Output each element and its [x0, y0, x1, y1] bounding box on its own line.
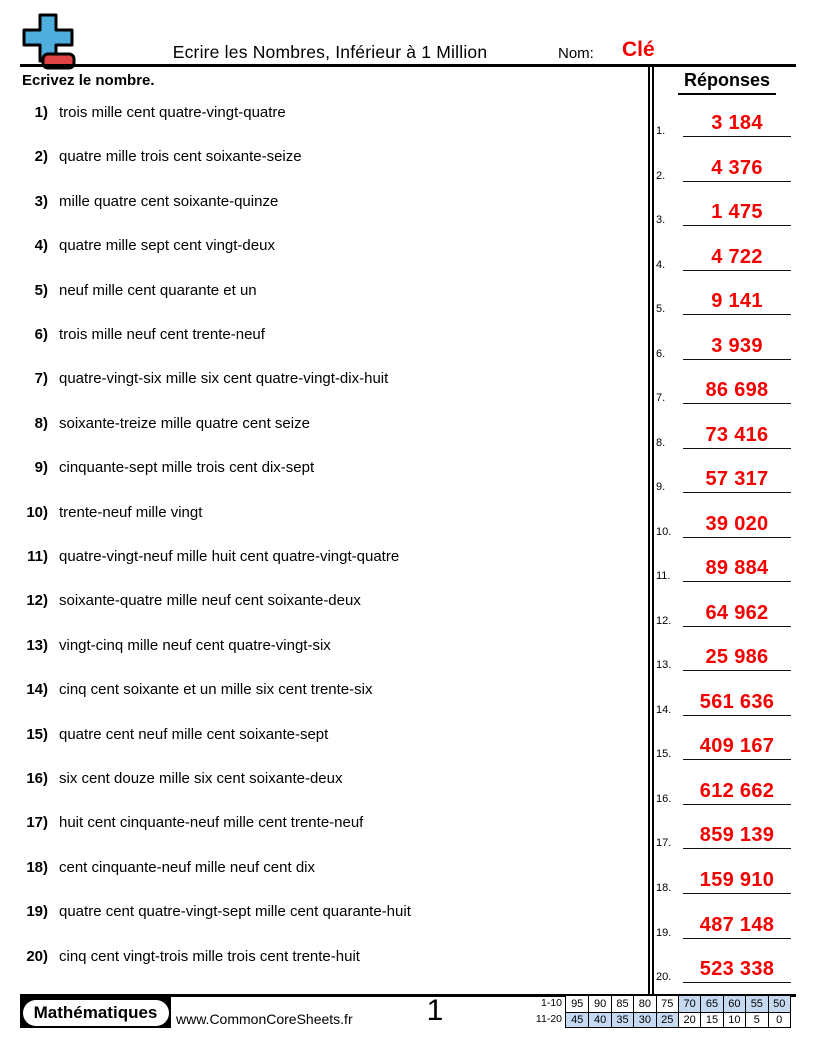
- answer-blank-line: [683, 759, 791, 760]
- name-label: Nom:: [558, 45, 594, 62]
- answer-number: 1.: [656, 125, 666, 137]
- page-number: 1: [426, 994, 444, 1027]
- answer-blank-line: [683, 359, 791, 360]
- column-divider: [648, 66, 654, 994]
- answer-value: 25 986: [705, 646, 769, 669]
- answer-row: [655, 867, 793, 894]
- answer-blank-line: [683, 982, 791, 983]
- question-row: [8, 503, 628, 522]
- page-title: Ecrire les Nombres, Inférieur à 1 Million: [172, 42, 488, 62]
- answer-blank-line: [683, 403, 791, 404]
- score-cell: 5: [745, 1012, 767, 1028]
- plus-minus-logo: [22, 13, 76, 71]
- answer-number: 15.: [656, 748, 672, 761]
- question-row: [8, 103, 628, 122]
- answer-blank-line: [683, 492, 791, 493]
- score-cell: 10: [723, 1012, 745, 1028]
- answer-number: 12.: [656, 614, 672, 627]
- subject-badge-label: Mathématiques: [23, 1000, 169, 1026]
- answer-blank-line: [683, 670, 791, 671]
- question-number: 16): [26, 770, 48, 787]
- answers-header-text: Réponses: [678, 70, 776, 95]
- question-text: quatre-vingt-six mille six cent quatre-vingt-dix-huit: [59, 370, 389, 388]
- question-row: [8, 547, 628, 566]
- question-text: quatre mille sept cent vingt-deux: [59, 237, 275, 255]
- answer-row: [655, 466, 793, 493]
- question-text: quatre cent quatre-vingt-sept mille cent quarante-huit: [59, 903, 411, 921]
- subject-badge: [20, 997, 171, 1028]
- question-number: 18): [26, 858, 48, 876]
- question-number: 13): [26, 636, 48, 654]
- answer-number: 20.: [656, 971, 672, 984]
- answer-blank-line: [683, 938, 791, 939]
- question-text: trois mille cent quatre-vingt-quatre: [59, 104, 286, 121]
- answer-row: [655, 778, 793, 805]
- score-cell: 70: [678, 996, 700, 1012]
- answer-blank-line: [683, 804, 791, 805]
- question-number: 6): [34, 326, 48, 343]
- answers-header: [658, 70, 796, 95]
- answer-number: 11.: [656, 570, 671, 583]
- answer-row: [655, 422, 793, 449]
- score-cell: 60: [723, 996, 745, 1012]
- score-cell: 0: [768, 1012, 790, 1028]
- question-text: vingt-cinq mille neuf cent quatre-vingt-six: [59, 636, 331, 654]
- instructions: Ecrivez le nombre.: [22, 72, 155, 89]
- answer-row: [655, 377, 793, 404]
- question-text: trois mille neuf cent trente-neuf: [59, 326, 265, 343]
- answer-value: 561 636: [699, 690, 775, 713]
- answer-blank-line: [683, 225, 791, 226]
- question-row: [8, 414, 628, 433]
- answer-key-label: Clé: [622, 38, 655, 61]
- answer-number: 7.: [656, 392, 666, 405]
- answer-number: 19.: [656, 926, 672, 939]
- answer-row: [655, 956, 793, 983]
- question-row: [8, 369, 628, 388]
- score-cell: 40: [588, 1012, 610, 1028]
- question-number: 9): [34, 459, 48, 477]
- answer-row: [655, 199, 793, 226]
- answer-row: [655, 689, 793, 716]
- answer-value: 73 416: [705, 423, 769, 446]
- score-row-label-1: 1-10: [540, 997, 562, 1009]
- answer-row: [655, 288, 793, 315]
- header-rule: [20, 64, 796, 67]
- score-cell: 85: [611, 996, 633, 1012]
- question-number: 4): [34, 237, 48, 255]
- question-number: 3): [34, 192, 48, 210]
- answer-number: 5.: [656, 303, 666, 316]
- question-row: [8, 858, 628, 877]
- question-number: 7): [34, 370, 48, 388]
- score-cell: 80: [633, 996, 655, 1012]
- question-text: cent cinquante-neuf mille neuf cent dix: [59, 858, 315, 876]
- answer-blank-line: [683, 848, 791, 849]
- score-cell: 55: [745, 996, 767, 1012]
- answer-row: [655, 555, 793, 582]
- question-row: [8, 591, 628, 610]
- answer-value: 86 698: [705, 379, 769, 402]
- answer-number: 14.: [656, 703, 672, 716]
- answer-blank-line: [683, 581, 791, 582]
- question-number: 5): [34, 281, 48, 299]
- answer-value: 1 475: [711, 201, 763, 224]
- answer-row: [655, 644, 793, 671]
- answer-number: 3.: [656, 214, 666, 227]
- score-table: [565, 996, 791, 1028]
- answer-value: 4 376: [711, 156, 763, 179]
- answer-blank-line: [683, 537, 791, 538]
- question-text: soixante-treize mille quatre cent seize: [59, 414, 310, 432]
- question-row: [8, 636, 628, 655]
- answer-value: 612 662: [699, 779, 775, 802]
- answer-value: 409 167: [699, 735, 775, 758]
- question-number: 20): [26, 947, 48, 965]
- answer-number: 17.: [656, 837, 672, 850]
- question-row: [8, 813, 628, 832]
- question-text: quatre mille trois cent soixante-seize: [59, 148, 302, 166]
- answer-value: 487 148: [699, 913, 775, 936]
- question-number: 8): [34, 414, 48, 432]
- answer-row: [655, 155, 793, 182]
- question-text: six cent douze mille six cent soixante-deux: [59, 770, 343, 787]
- question-row: [8, 947, 628, 966]
- score-cell: 65: [700, 996, 722, 1012]
- question-number: 10): [26, 503, 48, 521]
- answer-value: 859 139: [699, 824, 775, 847]
- answer-number: 18.: [656, 882, 672, 894]
- answer-number: 9.: [656, 481, 666, 494]
- answer-value: 89 884: [705, 557, 769, 580]
- question-text: soixante-quatre mille neuf cent soixante-deux: [59, 592, 361, 610]
- answer-row: [655, 110, 793, 137]
- answer-value: 523 338: [699, 958, 775, 981]
- answer-row: [655, 244, 793, 271]
- answer-value: 159 910: [699, 869, 775, 891]
- answer-blank-line: [683, 270, 791, 271]
- answer-blank-line: [683, 715, 791, 716]
- answer-row: [655, 733, 793, 760]
- question-text: huit cent cinquante-neuf mille cent trente-neuf: [59, 814, 364, 832]
- score-cell: 90: [588, 996, 610, 1012]
- answer-value: 3 939: [711, 334, 763, 357]
- question-row: [8, 147, 628, 166]
- answer-row: [655, 511, 793, 538]
- question-text: cinquante-sept mille trois cent dix-sept: [59, 459, 315, 477]
- score-cell: 25: [656, 1012, 678, 1028]
- question-text: cinq cent vingt-trois mille trois cent trente-huit: [59, 947, 360, 965]
- question-row: [8, 680, 628, 699]
- question-number: 14): [26, 681, 48, 699]
- answer-blank-line: [683, 314, 791, 315]
- question-text: mille quatre cent soixante-quinze: [59, 192, 279, 210]
- website-url: www.CommonCoreSheets.fr: [176, 1011, 353, 1027]
- answer-value: 39 020: [705, 512, 769, 535]
- answer-blank-line: [683, 893, 791, 894]
- question-row: [8, 281, 628, 300]
- score-row-labels: [498, 996, 562, 1027]
- answer-value: 57 317: [705, 468, 769, 491]
- score-cell: 30: [633, 1012, 655, 1028]
- score-cell: 50: [768, 996, 790, 1012]
- answer-number: 4.: [656, 258, 666, 271]
- question-number: 15): [26, 725, 48, 743]
- question-row: [8, 236, 628, 255]
- answer-blank-line: [683, 181, 791, 182]
- question-text: neuf mille cent quarante et un: [59, 281, 257, 299]
- score-cell: 75: [656, 996, 678, 1012]
- answer-blank-line: [683, 136, 791, 137]
- question-row: [8, 325, 628, 344]
- answer-row: [655, 600, 793, 627]
- answer-value: 9 141: [711, 290, 763, 313]
- answer-number: 2.: [656, 169, 666, 182]
- answer-blank-line: [683, 448, 791, 449]
- question-number: 19): [26, 903, 48, 921]
- score-cell: 15: [700, 1012, 722, 1028]
- answer-value: 4 722: [711, 245, 763, 268]
- answer-value: 3 184: [711, 112, 763, 134]
- question-number: 2): [34, 148, 48, 166]
- answer-number: 10.: [656, 525, 672, 538]
- answer-number: 13.: [656, 659, 672, 672]
- question-number: 12): [26, 592, 48, 610]
- score-cell: 20: [678, 1012, 700, 1028]
- score-cell: 45: [566, 1012, 588, 1028]
- question-text: trente-neuf mille vingt: [59, 503, 203, 521]
- answer-row: [655, 912, 793, 939]
- question-text: cinq cent soixante et un mille six cent trente-six: [59, 681, 373, 699]
- answer-row: [655, 822, 793, 849]
- question-text: quatre-vingt-neuf mille huit cent quatre-vingt-quatre: [59, 548, 400, 565]
- score-cell: 35: [611, 1012, 633, 1028]
- question-number: 1): [34, 104, 48, 121]
- question-text: quatre cent neuf mille cent soixante-sept: [59, 725, 329, 743]
- question-row: [8, 458, 628, 477]
- answer-number: 8.: [656, 436, 666, 449]
- question-row: [8, 192, 628, 211]
- question-number: 11): [27, 548, 48, 565]
- answer-number: 16.: [656, 792, 672, 805]
- answer-row: [655, 333, 793, 360]
- question-row: [8, 769, 628, 788]
- answer-blank-line: [683, 626, 791, 627]
- score-cell: 95: [571, 997, 584, 1010]
- question-row: [8, 902, 628, 921]
- question-number: 17): [26, 814, 48, 832]
- question-row: [8, 725, 628, 744]
- answer-value: 64 962: [705, 601, 769, 624]
- score-row-label-2: 11-20: [535, 1012, 562, 1025]
- answer-number: 6.: [656, 347, 666, 360]
